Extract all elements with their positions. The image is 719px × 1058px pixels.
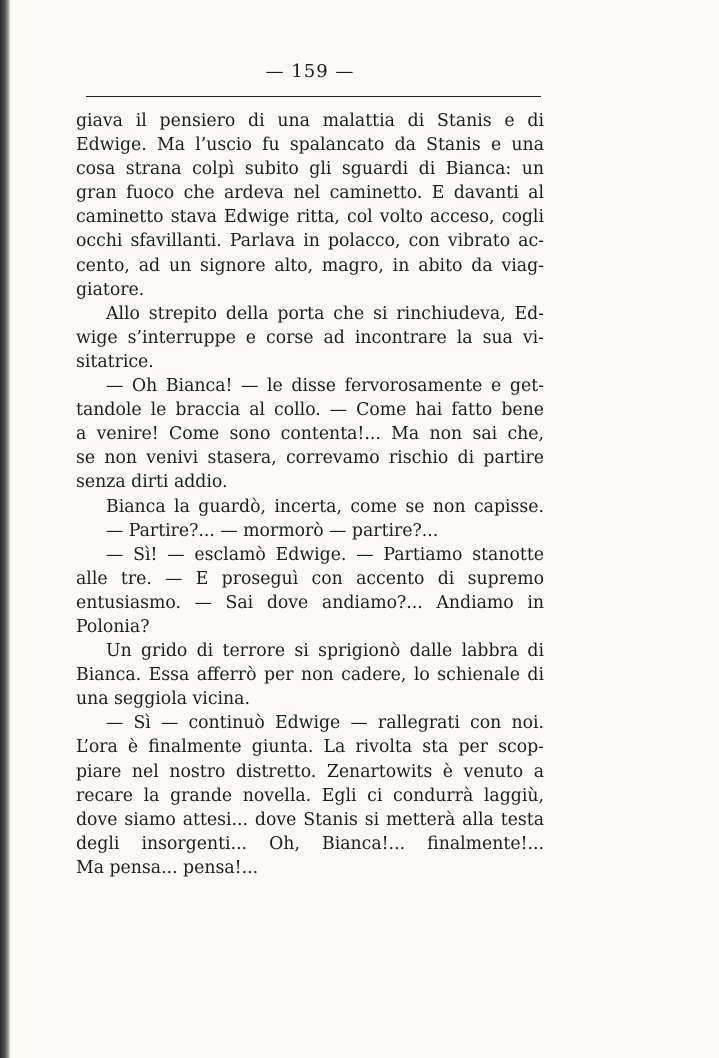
page-binding-edge xyxy=(0,0,10,1058)
text-line: Edwige. Ma l’uscio fu spalancato da Stanis e una xyxy=(76,135,544,156)
text-line: Allo strepito della porta che si rinchiudeva, Ed- xyxy=(106,303,544,324)
text-line: — Partire?... — mormorò — partire?... xyxy=(106,520,439,541)
page-text xyxy=(76,109,544,880)
book-page xyxy=(76,60,544,880)
text-line: — Sì! — esclamò Edwige. — Partiamo stanotte xyxy=(106,544,544,565)
header-rule xyxy=(86,96,541,97)
text-line: senza dirti addio. xyxy=(76,472,228,493)
text-line: — Oh Bianca! — le disse fervorosamente e get- xyxy=(106,376,544,397)
text-line: giava il pensiero di una malattia di Stanis e di xyxy=(76,111,544,131)
text-line: entusiasmo. — Sai dove andiamo?... Andiamo in xyxy=(76,592,544,613)
text-line: — Sì — continuò Edwige — rallegrati con noi. xyxy=(106,713,544,734)
text-line: cento, ad un signore alto, magro, in abito da viag- xyxy=(76,255,544,276)
text-line: a venire! Come sono contenta!... Ma non sai che, xyxy=(76,424,544,445)
text-line: Un grido di terrore si sprigionò dalle labbra di xyxy=(106,641,544,662)
text-line: recare la grande novella. Egli ci condurrà laggiù, xyxy=(76,785,544,806)
text-line: Ma pensa... pensa!... xyxy=(76,857,259,878)
text-line: tandole le braccia al collo. — Come hai fatto bene xyxy=(76,400,544,421)
text-line: se non venivi stasera, correvamo rischio di partire xyxy=(76,448,544,469)
text-line: una seggiola vicina. xyxy=(76,689,250,710)
text-line: degli insorgenti... Oh, Bianca!... finalmente!... xyxy=(76,833,544,854)
text-line: L’ora è finalmente giunta. La rivolta sta per scop- xyxy=(76,737,544,758)
text-line: Bianca la guardò, incerta, come se non capisse. xyxy=(106,496,544,517)
text-line: gran fuoco che ardeva nel caminetto. E davanti al xyxy=(76,183,544,204)
text-line: sitatrice. xyxy=(76,351,154,372)
page-number: — 159 — xyxy=(265,61,355,82)
text-line: occhi sfavillanti. Parlava in polacco, con vibrato ac- xyxy=(76,231,544,252)
text-line: Polonia? xyxy=(76,616,150,637)
text-line: giatore. xyxy=(76,279,145,300)
text-line: caminetto stava Edwige ritta, col volto acceso, cogli xyxy=(76,207,544,228)
text-line: piare nel nostro distretto. Zenartowits è venuto a xyxy=(76,761,544,782)
text-line: dove siamo attesi... dove Stanis si metterà alla testa xyxy=(76,809,544,830)
text-line: Bianca. Essa afferrò per non cadere, lo schienale di xyxy=(76,665,544,686)
text-line: wige s’interruppe e corse ad incontrare la sua vi- xyxy=(76,327,544,348)
text-line: alle tre. — E proseguì con accento di supremo xyxy=(76,568,544,589)
text-line: cosa strana colpì subito gli sguardi di Bianca: un xyxy=(76,159,544,180)
